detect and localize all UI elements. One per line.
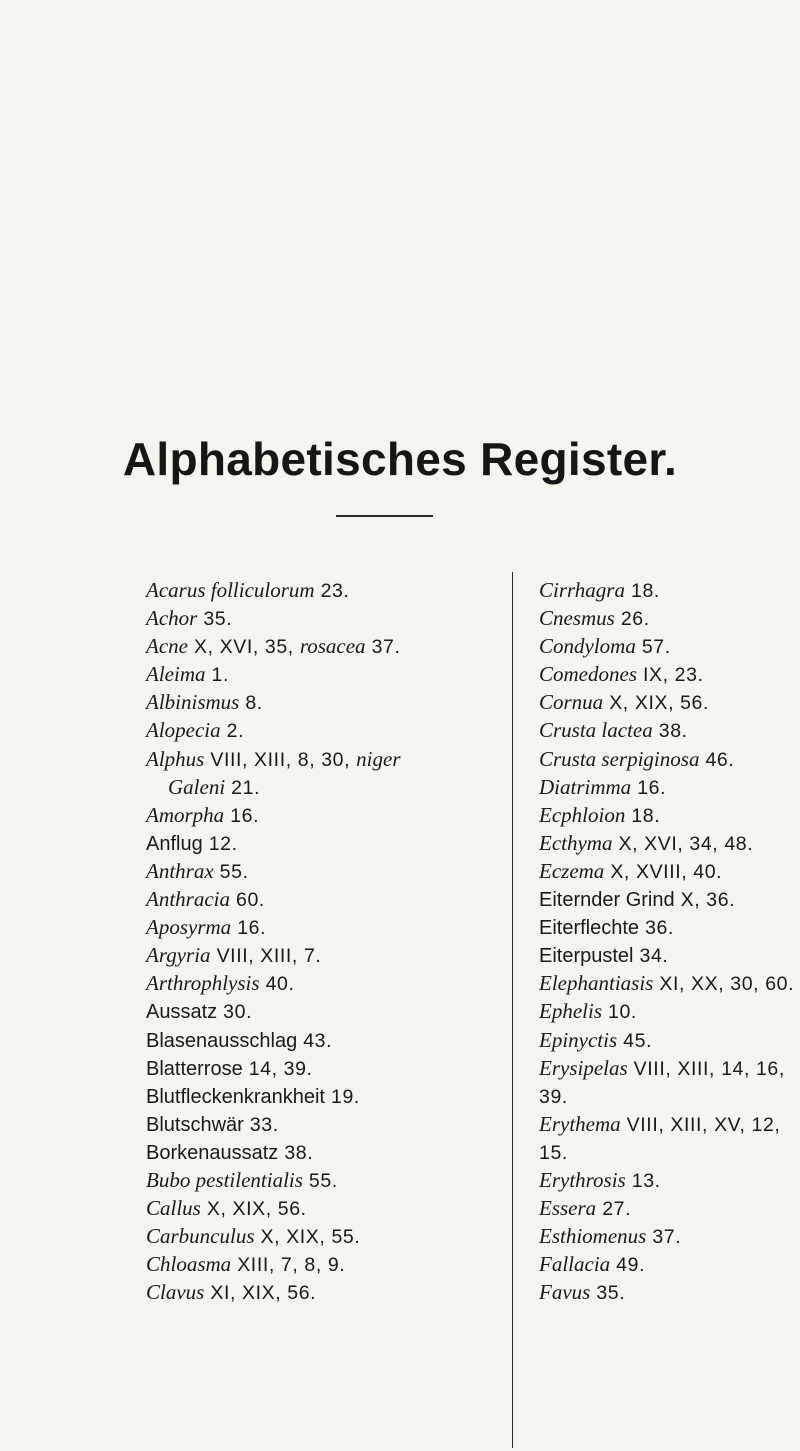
index-entry xyxy=(146,717,506,745)
index-term: Alphus xyxy=(146,746,205,771)
index-entry xyxy=(146,998,506,1026)
index-term: Crusta serpiginosa xyxy=(539,746,700,771)
index-term: Comedones xyxy=(539,662,637,687)
index-entry xyxy=(146,1027,506,1055)
index-term: Arthrophlysis xyxy=(146,971,260,996)
index-page-refs: 55. xyxy=(302,1169,338,1192)
index-term: Erysipelas xyxy=(539,1055,628,1080)
index-page-refs: 16. xyxy=(231,917,267,940)
index-entry xyxy=(146,633,506,661)
index-entry xyxy=(539,1111,794,1139)
index-entry xyxy=(539,577,794,605)
index-page-refs: 16. xyxy=(631,776,667,799)
index-page-refs: 38. xyxy=(652,720,688,743)
index-page-refs: X, XVI, 35, xyxy=(187,636,300,659)
index-entry xyxy=(146,830,506,858)
index-page-refs: VIII, XIII, 14, 16, xyxy=(627,1057,785,1080)
index-term: Aposyrma xyxy=(146,915,232,940)
index-term: Albinismus xyxy=(146,690,240,715)
index-term: Argyria xyxy=(146,943,211,968)
index-page-refs: IX, 23. xyxy=(637,664,704,687)
index-term: Bubo pestilentialis xyxy=(146,1167,303,1192)
index-term: Aussatz xyxy=(146,1001,218,1024)
index-page-refs: 49. xyxy=(610,1254,646,1277)
index-term: Erythema xyxy=(539,1111,621,1136)
index-term: Fallacia xyxy=(539,1252,611,1277)
index-entry xyxy=(146,858,506,886)
index-term: Cnesmus xyxy=(539,606,615,631)
index-entry xyxy=(539,830,794,858)
index-entry xyxy=(539,1195,794,1223)
index-term: Borkenaussatz xyxy=(146,1141,279,1164)
index-term: Blasenausschlag xyxy=(146,1029,298,1052)
index-entry xyxy=(146,1279,506,1307)
index-page-refs: 57. xyxy=(635,636,671,659)
index-entry xyxy=(146,1111,506,1139)
index-term: Galeni xyxy=(168,774,226,799)
index-entry xyxy=(539,633,794,661)
index-entry xyxy=(146,577,506,605)
index-page-refs: 37. xyxy=(646,1226,682,1249)
index-page-refs: XI, XIX, 56. xyxy=(204,1282,317,1305)
index-page-refs: 21. xyxy=(225,776,261,799)
index-page-refs: 15. xyxy=(539,1141,568,1164)
index-entry xyxy=(539,774,794,802)
index-term: Blatterrose xyxy=(146,1057,243,1080)
index-entry xyxy=(146,774,506,802)
index-page-refs: 34. xyxy=(633,945,669,968)
index-page-refs: 18. xyxy=(625,804,661,827)
index-page-refs: 39. xyxy=(539,1085,568,1108)
index-term: Amorpha xyxy=(146,802,225,827)
column-divider xyxy=(512,572,513,1448)
index-page-refs: XIII, 7, 8, 9. xyxy=(231,1254,346,1277)
index-page-refs: 45. xyxy=(617,1029,653,1052)
index-entry xyxy=(539,1139,794,1167)
index-entry xyxy=(146,914,506,942)
index-entry xyxy=(539,970,794,998)
index-entry xyxy=(539,689,794,717)
index-term: Eiterflechte xyxy=(539,917,640,940)
index-term: Esthiomenus xyxy=(539,1224,647,1249)
index-term: Eczema xyxy=(539,858,605,883)
index-term: Anthrax xyxy=(146,858,214,883)
index-page-refs: 60. xyxy=(230,889,265,912)
index-subterm: rosacea xyxy=(299,634,366,659)
index-entry xyxy=(146,689,506,717)
index-page-refs: 19. xyxy=(324,1085,360,1108)
index-entry xyxy=(539,998,794,1026)
index-term: Condyloma xyxy=(539,634,636,659)
index-term: Clavus xyxy=(146,1280,205,1305)
index-entry xyxy=(146,970,506,998)
index-page-refs: 35. xyxy=(590,1282,626,1305)
index-term: Elephantiasis xyxy=(539,971,654,996)
index-entry xyxy=(146,1251,506,1279)
index-term: Cirrhagra xyxy=(539,578,625,602)
index-page-refs: 35. xyxy=(197,608,233,631)
index-term: Acne xyxy=(146,634,188,659)
index-page-refs: 36. xyxy=(639,917,674,940)
index-entry xyxy=(146,1139,506,1167)
index-term: Ecphloion xyxy=(539,802,626,827)
index-entry xyxy=(539,886,794,914)
index-entry xyxy=(146,1223,506,1251)
title-rule xyxy=(336,515,433,517)
index-term: Essera xyxy=(539,1196,597,1221)
index-page-refs: 18. xyxy=(624,580,660,602)
index-entry xyxy=(146,1055,506,1083)
index-page-refs: 26. xyxy=(614,608,650,631)
index-term: Acarus folliculorum xyxy=(146,578,315,602)
index-page-refs: 8. xyxy=(239,692,263,715)
index-entry xyxy=(146,1167,506,1195)
index-page-refs: 14, 39. xyxy=(242,1057,313,1080)
index-entry xyxy=(539,605,794,633)
index-entry xyxy=(146,605,506,633)
index-entry xyxy=(539,1167,794,1195)
index-page-refs: XI, XX, 30, 60. xyxy=(653,973,795,996)
index-term: Aleima xyxy=(146,662,206,687)
index-page-refs: 33. xyxy=(243,1113,279,1136)
index-page-refs: 55. xyxy=(213,860,249,883)
index-page-refs: 46. xyxy=(699,748,735,771)
index-term: Blutfleckenkrankheit xyxy=(146,1085,325,1108)
index-page-refs: X, XIX, 55. xyxy=(254,1226,361,1249)
index-term: Crusta lactea xyxy=(539,718,653,743)
index-entry xyxy=(539,858,794,886)
index-page-refs: VIII, XIII, 7. xyxy=(210,945,322,968)
index-term: Ephelis xyxy=(539,999,602,1024)
index-page-refs: 27. xyxy=(596,1198,632,1221)
index-page-refs: 16. xyxy=(224,804,260,827)
index-page-refs: VIII, XIII, XV, 12, xyxy=(620,1113,781,1136)
index-subterm: niger xyxy=(356,746,401,771)
index-term: Epinyctis xyxy=(539,1027,618,1052)
index-page-refs: X, XVI, 34, 48. xyxy=(612,832,754,855)
index-entry xyxy=(539,1083,794,1111)
index-entry xyxy=(539,1279,794,1307)
index-page-refs: X, XIX, 56. xyxy=(603,692,710,715)
index-entry xyxy=(146,1083,506,1111)
index-entry xyxy=(146,802,506,830)
index-entry xyxy=(539,914,794,942)
index-subterm-refs: 37. xyxy=(365,636,401,659)
index-term: Carbunculus xyxy=(146,1224,255,1249)
left-index-column xyxy=(146,577,506,1307)
index-term: Eiternder Grind xyxy=(539,889,675,912)
index-term: Eiterpustel xyxy=(539,945,634,968)
index-entry xyxy=(146,886,506,914)
index-page-refs: 40. xyxy=(259,973,295,996)
index-entry xyxy=(539,661,794,689)
index-page-refs: X, XVIII, 40. xyxy=(604,860,723,883)
index-page-refs: 1. xyxy=(205,664,229,687)
index-entry xyxy=(146,942,506,970)
index-entry xyxy=(146,746,506,774)
index-page-refs: X, XIX, 56. xyxy=(200,1198,307,1221)
index-page-refs: 30. xyxy=(217,1001,253,1024)
index-entry xyxy=(539,802,794,830)
page-title: Alphabetisches Register. xyxy=(122,433,678,485)
index-entry xyxy=(539,1055,794,1083)
index-page-refs: 2. xyxy=(220,720,245,743)
index-term: Callus xyxy=(146,1196,201,1221)
index-entry xyxy=(146,1195,506,1223)
index-term: Achor xyxy=(146,606,198,631)
index-term: Anflug xyxy=(146,832,203,855)
index-term: Anthracia xyxy=(146,887,230,912)
index-term: Blutschwär xyxy=(146,1113,244,1136)
index-entry xyxy=(539,1027,794,1055)
right-index-column xyxy=(539,577,794,1307)
index-entry xyxy=(539,942,794,970)
index-page-refs: VIII, XIII, 8, 30, xyxy=(204,748,357,771)
index-term: Ecthyma xyxy=(539,830,613,855)
index-term: Favus xyxy=(539,1280,591,1305)
index-page-refs: 10. xyxy=(602,1001,637,1024)
index-entry xyxy=(539,1251,794,1279)
index-entry xyxy=(539,1223,794,1251)
index-term: Diatrimma xyxy=(539,774,632,799)
index-page-refs: 43. xyxy=(297,1029,333,1052)
index-term: Erythrosis xyxy=(539,1167,626,1192)
index-entry xyxy=(539,746,794,774)
index-entry xyxy=(539,717,794,745)
index-term: Chloasma xyxy=(146,1252,232,1277)
index-entry xyxy=(146,661,506,689)
index-page-refs: 23. xyxy=(314,580,350,602)
index-page-refs: X, 36. xyxy=(674,889,736,912)
index-page-refs: 38. xyxy=(278,1141,314,1164)
index-term: Cornua xyxy=(539,690,604,715)
index-term: Alopecia xyxy=(146,718,221,743)
index-page-refs: 13. xyxy=(625,1169,661,1192)
index-page-refs: 12. xyxy=(202,832,238,855)
